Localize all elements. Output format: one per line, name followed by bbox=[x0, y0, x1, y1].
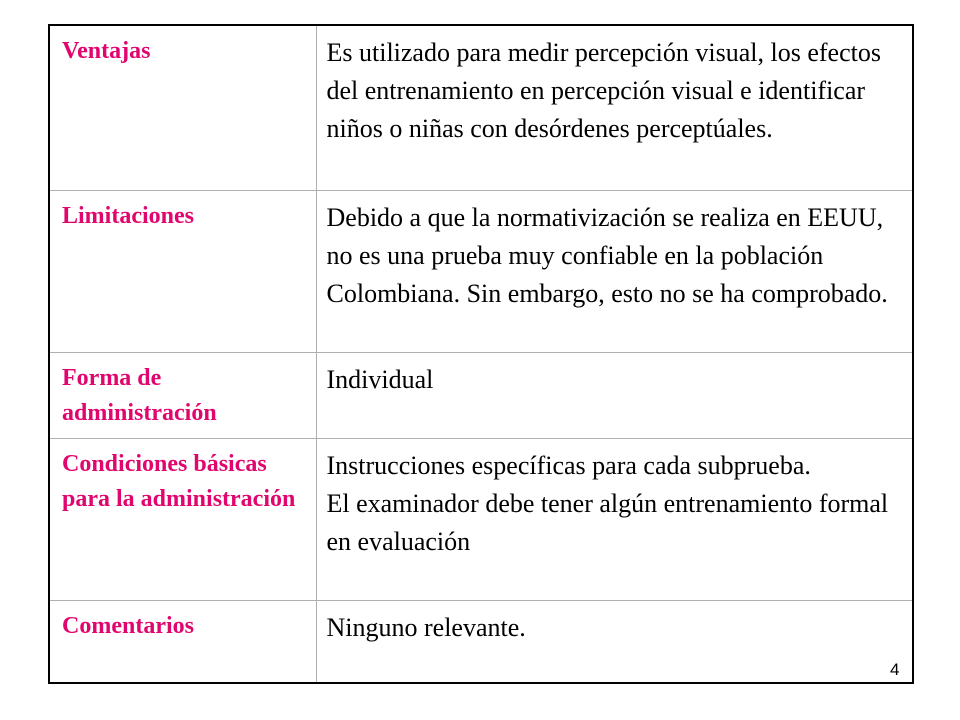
row-label-cell bbox=[50, 26, 316, 190]
table-row bbox=[50, 26, 912, 190]
row-value-text: El examinador debe tener algún entrenamiento formal en evaluación bbox=[326, 488, 889, 556]
row-label: Ventajas bbox=[62, 38, 151, 64]
row-value-text: Individual bbox=[326, 364, 434, 394]
table-row bbox=[50, 352, 912, 438]
row-label-cell bbox=[50, 600, 316, 682]
row-value-cell bbox=[316, 190, 912, 352]
row-value-text: Instrucciones específicas para cada subprueba. bbox=[326, 450, 811, 480]
row-value-text: Debido a que la normativización se realiza en EEUU, no es una prueba muy confiable en la población Colombiana. Sin embargo, esto no se ha comprobado. bbox=[326, 202, 888, 308]
row-label: Comentarios bbox=[62, 612, 194, 639]
row-value-text: Es utilizado para medir percepción visual, los efectos del entrenamiento en percepción visual e identificar niños o niñas con desórdenes perceptúales. bbox=[326, 38, 881, 143]
row-label: Forma de administración bbox=[62, 364, 217, 426]
info-table bbox=[50, 26, 912, 682]
row-label: Condiciones básicas para la administración bbox=[62, 450, 296, 512]
row-value-cell bbox=[316, 26, 912, 190]
row-value-cell bbox=[316, 438, 912, 600]
table-row bbox=[50, 600, 912, 682]
row-label-cell bbox=[50, 190, 316, 352]
info-table-frame bbox=[48, 24, 914, 684]
row-label-cell bbox=[50, 438, 316, 600]
table-row bbox=[50, 190, 912, 352]
table-row bbox=[50, 438, 912, 600]
row-value-text: Ninguno relevante. bbox=[326, 612, 526, 642]
row-label-cell bbox=[50, 352, 316, 438]
row-value-cell bbox=[316, 600, 912, 682]
page-number: 4 bbox=[890, 660, 900, 679]
row-label: Limitaciones bbox=[62, 202, 194, 229]
row-value-cell bbox=[316, 352, 912, 438]
